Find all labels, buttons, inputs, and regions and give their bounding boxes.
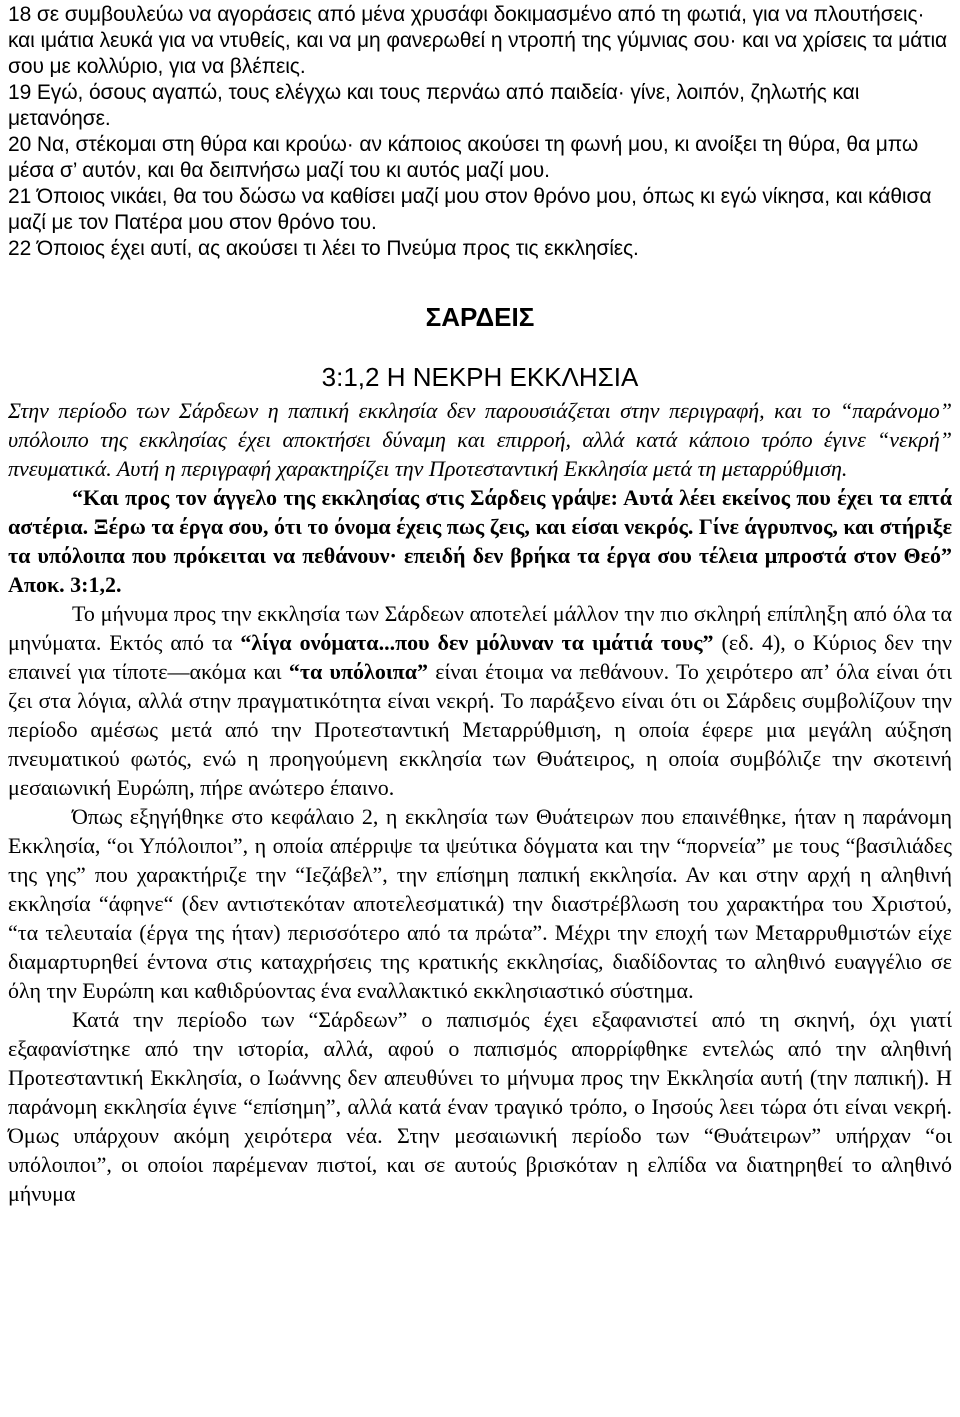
scripture-quote: “Και προς τον άγγελο της εκκλησίας στις Σάρδεις γράψε: Αυτά λέει εκείνος που έχει τα επτά αστέρια. Ξέρω τα έργα σου, ότι το όνομα έχεις πως ζεις, και είσαι νεκρός. Γίνε άγρυπνος, και στήριξε τα υπόλοιπα που πρόκειται να πεθάνουν· επειδή δεν βρήκα τα έργα σου τέλεια μπροστά στον Θεό” Αποκ. 3:1,2. [8,485,952,597]
verse-18: 18 σε συμβουλεύω να αγοράσεις από μένα χρυσάφι δοκιμασμένο από τη φωτιά, για να πλουτήσεις· και ιμάτια λευκά για να ντυθείς, και να μη φανερωθεί η ντροπή της γύμνιας σου· και να χρίσεις τα μάτια σου με κολλύριο, για να βλέπεις. [8,3,948,78]
verse-19: 19 Εγώ, όσους αγαπώ, τους ελέγχω και τους περνάω από παιδεία· γίνε, λοιπόν, ζηλωτής και μετανόησε. [8,81,860,130]
para1-text-a: Το μήνυμα προς την εκκλησία των Σάρδεων αποτελεί μάλλον την πιο σκληρή επίπληξη από όλα τα μηνύματα. Εκτός από τα [8,601,952,655]
verse-20: 20 Να, στέκομαι στη θύρα και κρούω· αν κάποιος ακούσει τη φωνή μου, κι ανοίξει τη θύρα, θα μπω μέσα σ’ αυτόν, και θα δειπνήσω μαζί του κι αυτός μαζί μου. [8,133,919,182]
body-paragraph-1 [8,599,952,802]
body-paragraph-2: Όπως εξηγήθηκε στο κεφάλαιο 2, η εκκλησία των Θυάτειρων που επαινέθηκε, ήταν η παράνομη Εκκλησία, “οι Υπόλοιποι”, η οποία απέρριψε τα ψεύτικα δόγματα και την “πορνεία” με τους “βασιλιάδες της γης” που χαρακτήριζε την “Ιεζάβελ”, την επίσημη παπική εκκλησία. Αν και στην αρχή η αληθινή εκκλησία “άφηνε“ (δεν αντιστεκόταν αποτελεσματικά) την διαστρέβλωση του χαρακτήρα του Χριστού, “τα τελευταία (έργα της ήταν) περισσότερο από τα πρώτα”. Μέχρι την εποχή των Μεταρρυθμιστών είχε διαμαρτυρηθεί έντονα στις καταχρήσεις της κρατικής εκκλησίας, διαδίδοντας το αληθινό ευαγγέλιο σε όλη την Ευρώπη και καθιδρύοντας ένα εναλλακτικό εκκλησιαστικό σύστημα. [8,804,952,1003]
section-heading: ΣΑΡΔΕΙΣ [425,302,535,332]
body-paragraph-3: Κατά την περίοδο των “Σάρδεων” ο παπισμός έχει εξαφανιστεί από τη σκηνή, όχι γιατί εξαφανίστηκε από την ιστορία, αλλά, αφού ο παπισμός απορρίφθηκε εντελώς από την αληθινή Προτεσταντική Εκκλησία, ο Ιωάννης δεν απευθύνει το μήνυμα προς την Εκκλησία αυτή (την παπική). Η παράνομη εκκλησία έγινε “επίσημη”, αλλά κατά έναν τραγικό τρόπο, ο Ιησούς λεει τώρα ότι είναι νεκρή. Όμως υπάρχουν ακόμη χειρότερα νέα. Στην μεσαιωνική περίοδο των “Θυάτειρων” υπήρχαν “οι υπόλοιποι”, οι οποίοι παρέμεναν πιστοί, και σε αυτούς βρισκόταν η ελπίδα να διατηρηθεί το αληθινό μήνυμα [8,1007,952,1206]
section-subheading: 3:1,2 Η ΝΕΚΡΗ ΕΚΚΛΗΣΙΑ [321,362,639,392]
verse-22: 22 Όποιος έχει αυτί, ας ακούσει τι λέει το Πνεύμα προς τις εκκλησίες. [8,237,639,260]
verse-21: 21 Όποιος νικάει, θα του δώσω να καθίσει μαζί μου στον θρόνο μου, όπως κι εγώ νίκησα, και κάθισα μαζί με τον Πατέρα μου στον θρόνο του. [8,185,932,234]
scripture-verses [8,0,952,262]
para1-text-d: είναι έτοιμα να πεθάνουν. Το χειρότερο απ’ όλα είναι ότι ζει στα λόγια, αλλά στην πραγματικότητα είναι νεκρή. Το παράξενο είναι ότι οι Σάρδεις συμβολίζουν την περίοδο αμέσως μετά από την Προτεσταντική Μεταρρύθμιση, η οποία έφερε μια μεγάλη αύξηση πνευματικού φωτός, ενώ η προηγούμενη εκκλησία των Θυάτειρος, η οποία συμβόλιζε την σκοτεινή μεσαιωνική Ευρώπη, πήρε ανώτερο έπαινο. [8,659,952,800]
para1-bold-2: “τα υπόλοιπα” [288,659,428,684]
para1-bold-1: “λίγα ονόματα...που δεν μόλυναν τα ιμάτιά τους” [240,630,714,655]
para1-text-c: (εδ. 4), ο Κύριος δεν την επαινεί για τίποτε—ακόμα και [8,630,952,684]
intro-paragraph: Στην περίοδο των Σάρδεων η παπική εκκλησία δεν παρουσιάζεται στην περιγραφή, και το “παράνομο” υπόλοιπο της εκκλησίας έχει αποκτήσει δύναμη και επιρροή, αλλά κατά κάποιο τρόπο έγινε “νεκρή” πνευματικά. Αυτή η περιγραφή χαρακτηρίζει την Προτεσταντική Εκκλησία μετά τη μεταρρύθμιση. [8,398,952,481]
